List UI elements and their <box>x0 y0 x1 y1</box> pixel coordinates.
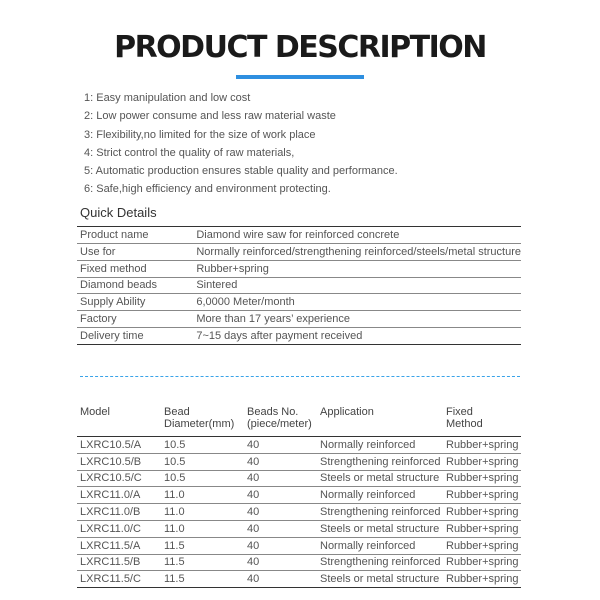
table-row <box>77 437 521 454</box>
cell-diameter: 11.0 <box>164 487 247 504</box>
header-bead-diameter-line2: Diameter(mm) <box>164 418 235 430</box>
cell-diameter: 11.0 <box>164 520 247 537</box>
cell-fixed-method: Rubber+spring <box>446 571 521 588</box>
feature-item: 3: Flexibility,no limited for the size of work place <box>84 128 316 141</box>
quick-details-title: Quick Details <box>80 205 157 220</box>
detail-label: Diamond beads <box>77 277 196 294</box>
header-fixed-method <box>446 404 521 437</box>
cell-beads: 40 <box>247 571 320 588</box>
cell-model: LXRC11.5/C <box>77 571 164 588</box>
detail-label: Supply Ability <box>77 294 196 311</box>
cell-beads: 40 <box>247 554 320 571</box>
quick-details-row <box>77 328 521 345</box>
cell-beads: 40 <box>247 437 320 454</box>
cell-fixed-method: Rubber+spring <box>446 520 521 537</box>
header-beads-no <box>247 404 320 437</box>
page-title: PRODUCT DESCRIPTION <box>114 30 486 65</box>
cell-diameter: 10.5 <box>164 437 247 454</box>
cell-model: LXRC10.5/A <box>77 437 164 454</box>
cell-model: LXRC11.0/B <box>77 504 164 521</box>
cell-fixed-method: Rubber+spring <box>446 537 521 554</box>
section-divider <box>80 376 520 377</box>
table-row <box>77 571 521 588</box>
cell-diameter: 10.5 <box>164 470 247 487</box>
cell-application: Steels or metal structure <box>320 470 446 487</box>
detail-label: Factory <box>77 311 196 328</box>
cell-fixed-method: Rubber+spring <box>446 487 521 504</box>
cell-application: Steels or metal structure <box>320 571 446 588</box>
cell-beads: 40 <box>247 504 320 521</box>
cell-application: Strengthening reinforced <box>320 554 446 571</box>
header-model: Model <box>77 404 164 437</box>
cell-model: LXRC11.5/B <box>77 554 164 571</box>
cell-beads: 40 <box>247 487 320 504</box>
detail-value: 7~15 days after payment received <box>196 328 521 345</box>
detail-label: Use for <box>77 243 196 260</box>
cell-diameter: 11.5 <box>164 571 247 588</box>
table-row <box>77 504 521 521</box>
cell-application: Strengthening reinforced <box>320 504 446 521</box>
spec-table <box>77 404 521 588</box>
title-underline <box>236 75 364 79</box>
table-row <box>77 537 521 554</box>
quick-details-row <box>77 277 521 294</box>
detail-value: Diamond wire saw for reinforced concrete <box>196 228 400 241</box>
cell-model: LXRC11.5/A <box>77 537 164 554</box>
header-beads-no-line2: (piece/meter) <box>247 418 312 430</box>
header-bead-diameter <box>164 404 247 437</box>
cell-fixed-method: Rubber+spring <box>446 470 521 487</box>
feature-item: 6: Safe,high efficiency and environment protecting. <box>84 183 331 196</box>
header-bead-diameter-line1: Bead <box>164 406 190 418</box>
header-beads-no-line1: Beads No. <box>247 406 299 418</box>
header-application: Application <box>320 404 446 437</box>
feature-item: 2: Low power consume and less raw material waste <box>84 110 336 123</box>
detail-label: Fixed method <box>77 260 196 277</box>
table-row <box>77 470 521 487</box>
feature-item: 4: Strict control the quality of raw materials, <box>84 146 295 159</box>
detail-value: 6,0000 Meter/month <box>196 294 521 311</box>
cell-model: LXRC11.0/A <box>77 487 164 504</box>
cell-diameter: 11.5 <box>164 537 247 554</box>
quick-details-table <box>77 226 521 345</box>
cell-beads: 40 <box>247 470 320 487</box>
detail-value: Rubber+spring <box>196 260 521 277</box>
cell-diameter: 10.5 <box>164 453 247 470</box>
feature-list <box>84 89 398 199</box>
cell-application: Normally reinforced <box>320 487 446 504</box>
detail-value: More than 17 years’ experience <box>196 311 521 328</box>
cell-model: LXRC10.5/C <box>77 470 164 487</box>
cell-application: Steels or metal structure <box>320 520 446 537</box>
cell-application: Normally reinforced <box>320 437 446 454</box>
cell-fixed-method: Rubber+spring <box>446 453 521 470</box>
cell-model: LXRC10.5/B <box>77 453 164 470</box>
detail-label: Product name <box>80 228 149 241</box>
quick-details-row <box>77 311 521 328</box>
cell-diameter: 11.5 <box>164 554 247 571</box>
cell-fixed-method: Rubber+spring <box>446 504 521 521</box>
cell-beads: 40 <box>247 537 320 554</box>
spec-table-header <box>77 404 521 437</box>
cell-fixed-method: Rubber+spring <box>446 437 521 454</box>
table-row <box>77 453 521 470</box>
cell-beads: 40 <box>247 520 320 537</box>
table-row <box>77 487 521 504</box>
cell-application: Strengthening reinforced <box>320 453 446 470</box>
table-row <box>77 554 521 571</box>
quick-details-row <box>77 227 521 244</box>
quick-details-row <box>77 260 521 277</box>
cell-beads: 40 <box>247 453 320 470</box>
header-fixed-method-line2: Method <box>446 418 483 430</box>
quick-details-row <box>77 294 521 311</box>
detail-value: Normally reinforced/strengthening reinforced/steels/metal structure <box>196 243 521 260</box>
feature-item: 1: Easy manipulation and low cost <box>84 92 251 104</box>
cell-model: LXRC11.0/C <box>77 520 164 537</box>
cell-diameter: 11.0 <box>164 504 247 521</box>
detail-value: Sintered <box>196 277 521 294</box>
quick-details-row <box>77 243 521 260</box>
header-fixed-method-line1: Fixed <box>446 406 473 418</box>
table-row <box>77 520 521 537</box>
cell-application: Normally reinforced <box>320 537 446 554</box>
cell-fixed-method: Rubber+spring <box>446 554 521 571</box>
detail-label: Delivery time <box>77 328 196 345</box>
feature-item: 5: Automatic production ensures stable quality and performance. <box>84 165 398 178</box>
